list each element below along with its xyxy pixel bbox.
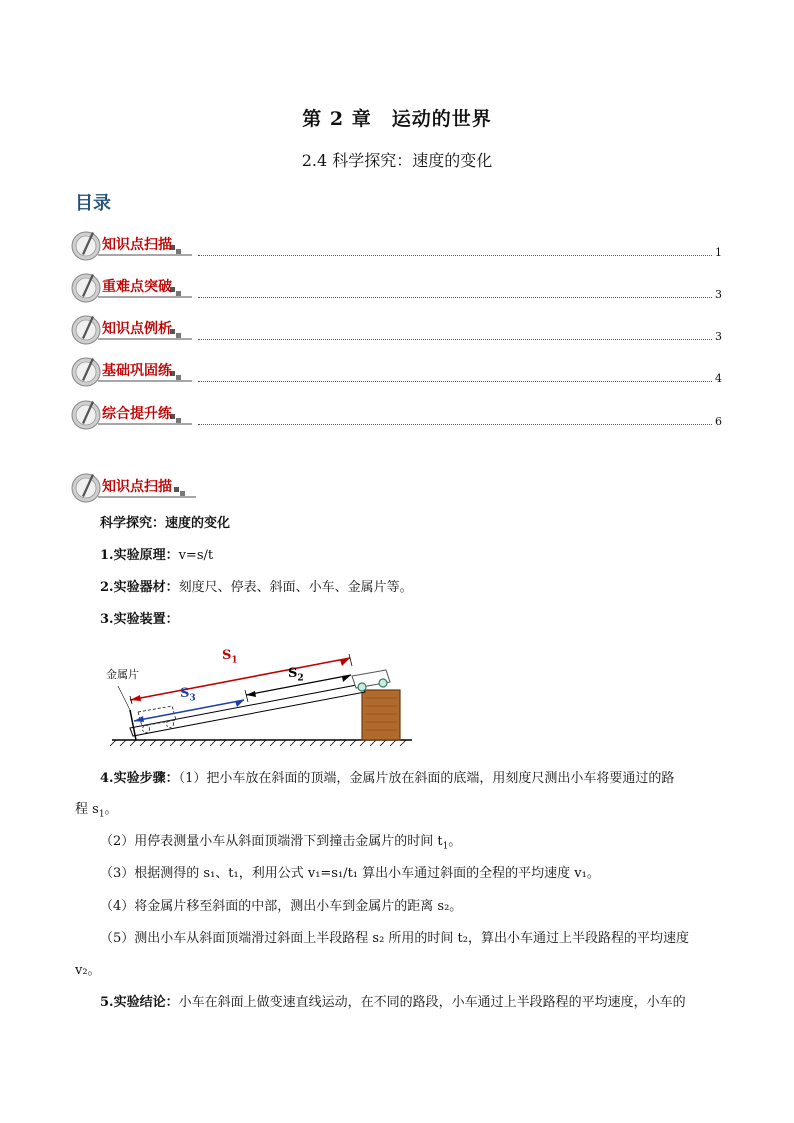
conclusion-label: 5.实验结论： bbox=[100, 995, 179, 1010]
section-badge bbox=[70, 228, 195, 264]
s1-arrowhead bbox=[130, 695, 141, 701]
equipment-line bbox=[100, 578, 413, 598]
wood-block bbox=[362, 690, 400, 740]
leader-dots bbox=[198, 255, 712, 256]
badge-label: 综合提升练 bbox=[102, 406, 172, 422]
badge-label: 知识点扫描 bbox=[102, 237, 172, 253]
equipment-label: 2.实验器材： bbox=[100, 580, 179, 595]
step-2: （2）用停表测量小车从斜面顶端滑下到撞击金属片的时间 $t_1$。 bbox=[100, 834, 462, 852]
cart-wheel bbox=[379, 679, 387, 687]
incline-plank bbox=[130, 684, 365, 736]
step-4: （4）将金属片移至斜面的中部，测出小车到金属片的距离 s₂。 bbox=[100, 899, 463, 914]
steps-label: 4.实验步骤： bbox=[100, 771, 179, 786]
toc-entry[interactable] bbox=[70, 270, 722, 306]
conclusion-text: 小车在斜面上做变速直线运动，在不同的路段，小车通过上半段路程的平均速度，小车的 bbox=[178, 995, 686, 1010]
s1-label: $S_1$ bbox=[222, 648, 238, 666]
s2-label: $S_2$ bbox=[288, 666, 304, 684]
step-5a: （5）测出小车从斜面顶端滑过斜面上半段路程 s₂ 所用的时间 t₂，算出小车通过上半段路程的平均速度 bbox=[100, 931, 689, 946]
equipment-value: 刻度尺、停表、斜面、小车、金属片等。 bbox=[178, 580, 413, 595]
leader-dots bbox=[198, 297, 712, 298]
topic-heading: 科学探究：速度的变化 bbox=[100, 516, 231, 531]
step-1a bbox=[100, 769, 723, 789]
step-5b: v₂。 bbox=[75, 963, 101, 978]
step-1b: 程 $s_1$。 bbox=[75, 802, 118, 820]
page-number: 3 bbox=[715, 288, 722, 301]
badge-label: 基础巩固练 bbox=[102, 363, 172, 379]
badge-label: 重难点突破 bbox=[102, 279, 172, 295]
principle-line bbox=[100, 546, 213, 566]
page-number: 4 bbox=[715, 372, 722, 385]
section-badge bbox=[70, 312, 195, 348]
s3-arrowhead bbox=[235, 700, 244, 707]
step-3: （3）根据测得的 s₁、t₁，利用公式 v₁=s₁/t₁ 算出小车通过斜面的全程的平均速度 v₁。 bbox=[100, 866, 600, 881]
badge-label: 知识点例析 bbox=[102, 321, 172, 337]
cart-wheel bbox=[358, 683, 366, 691]
conclusion-line bbox=[100, 993, 723, 1013]
toc-heading: 目录 bbox=[75, 193, 111, 214]
s3-arrowhead bbox=[134, 716, 144, 722]
toc-entry[interactable] bbox=[70, 312, 722, 348]
toc-entry[interactable] bbox=[70, 228, 722, 264]
s2-arrowhead bbox=[246, 691, 256, 697]
experiment-diagram bbox=[100, 640, 420, 755]
section-title: 2.4 科学探究：速度的变化 bbox=[301, 151, 493, 170]
section-badge bbox=[70, 354, 195, 390]
step-1a-text: （1）把小车放在斜面的顶端，金属片放在斜面的底端，用刻度尺测出小车将要通过的路 bbox=[178, 771, 675, 786]
toc-entry[interactable] bbox=[70, 354, 722, 390]
leader-dots bbox=[198, 381, 712, 382]
badge-label: 知识点扫描 bbox=[102, 479, 172, 495]
page-number: 1 bbox=[715, 246, 722, 259]
section-badge bbox=[70, 270, 195, 306]
metal-plate-pointer bbox=[118, 686, 131, 712]
page-number: 3 bbox=[715, 330, 722, 343]
s2-arrowhead bbox=[342, 675, 351, 682]
metal-plate-label: 金属片 bbox=[106, 668, 139, 681]
leader-dots bbox=[198, 339, 712, 340]
setup-label: 3.实验装置： bbox=[100, 612, 179, 627]
chapter-title: 第 2 章 运动的世界 bbox=[302, 108, 492, 130]
toc-entry[interactable] bbox=[70, 397, 722, 433]
leader-dots bbox=[198, 424, 712, 425]
ground-hatch bbox=[110, 740, 406, 746]
principle-value: v=s/t bbox=[178, 548, 214, 563]
section-badge bbox=[70, 397, 195, 433]
principle-label: 1.实验原理： bbox=[100, 548, 179, 563]
section-badge bbox=[70, 470, 200, 506]
page-number: 6 bbox=[715, 415, 722, 428]
s3-label: $S_3$ bbox=[180, 686, 196, 704]
